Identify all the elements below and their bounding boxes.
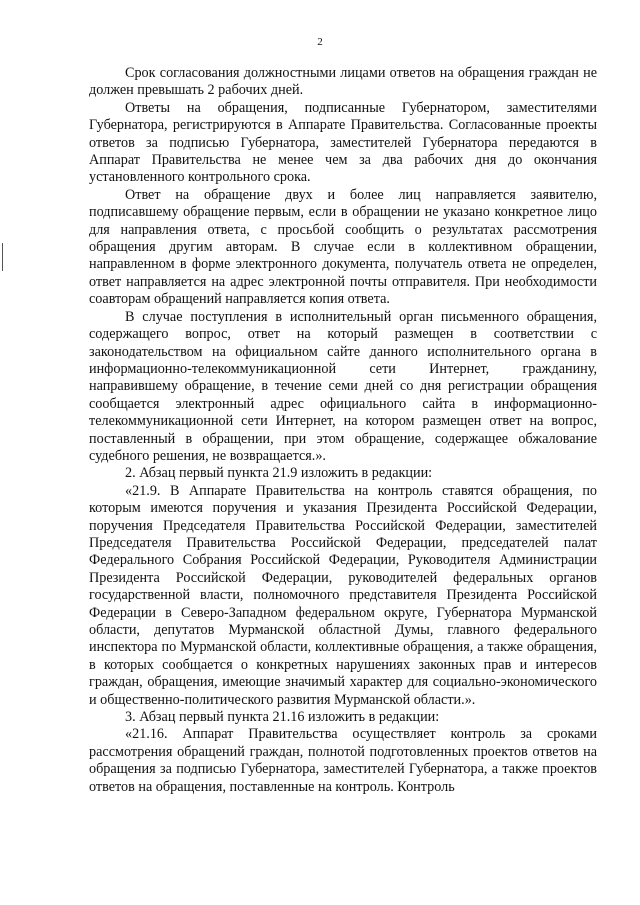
paragraph-21-16: «21.16. Аппарат Правительства осуществляет контроль за сроками рассмотрения обращений граждан, полнотой подготовленных проектов ответов на обращения за подписью Губернатора, заместителей Губернатора, а также проектов ответов на обращения, поставленные на контроль. Контроль (89, 726, 597, 795)
paragraph-approval-deadline: Срок согласования должностными лицами ответов на обращения граждан не должен превышать 2 рабочих дней. (89, 65, 597, 99)
paragraph-published-answer: В случае поступления в исполнительный орган письменного обращения, содержащего вопрос, ответ на который размещен в соответствии с законодательством на официальном сайте данного исполнительного органа в информационно-телекоммуникационной сети Интернет, гражданину, направившему обращение, в течение семи дней со дня регистрации обращения сообщается электронный адрес официального сайта в информационно-телекоммуникационной сети Интернет, на котором размещен ответ на вопрос, поставленный в обращении, при этом обращение, содержащее обжалование судебного решения, не возвращается.». (89, 308, 597, 464)
paragraph-21-9: «21.9. В Аппарате Правительства на контроль ставятся обращения, по которым имеются поручения и указания Президента Российской Федерации, поручения Председателя Правительства Российской Федерации, заместителей Председателя Правительства Российской Федерации, председателей палат Федерального Собрания Российской Федерации, Руководителя Администрации Президента Российской Федерации, руководителей федеральных органов государственной власти, полномочного представителя Президента Российской Федерации в Северо-Западном федеральном округе, Губернатора Мурманской области, депутатов Мурманской областной Думы, главного федерального инспектора по Мурманской области, коллективные обращения, а также обращения, в которых сообщается о конкретных нарушениях законных прав и интересов граждан, обращения, имеющие значимый характер для социально-экономического и общественно-политического развития Мурманской области.». (89, 482, 597, 708)
document-body (89, 65, 597, 796)
amendment-heading-21-16: 3. Абзац первый пункта 21.16 изложить в редакции: (125, 709, 440, 726)
paragraph-signed-answers: Ответы на обращения, подписанные Губернатором, заместителями Губернатора, регистрируются в Аппарате Правительства. Согласованные проекты ответов за подписью Губернатора, заместителей Губернатора передаются в Аппарат Правительства не менее чем за два рабочих дня до окончания установленного контрольного срока. (89, 99, 597, 186)
amendment-heading-21-9: 2. Абзац первый пункта 21.9 изложить в редакции: (125, 465, 433, 482)
margin-mark (2, 243, 3, 271)
paragraph-collective-appeals: Ответ на обращение двух и более лиц направляется заявителю, подписавшему обращение первым, если в обращении не указано конкретное лицо для направления ответа, с просьбой сообщить о результатах рассмотрения обращения другим авторам. В случае если в коллективном обращении, направленном в форме электронного документа, получатель ответа не определен, ответ направляется на адрес электронной почты отправителя. При необходимости соавторам обращений направляется копия ответа. (89, 186, 597, 308)
page-number: 2 (317, 36, 323, 48)
